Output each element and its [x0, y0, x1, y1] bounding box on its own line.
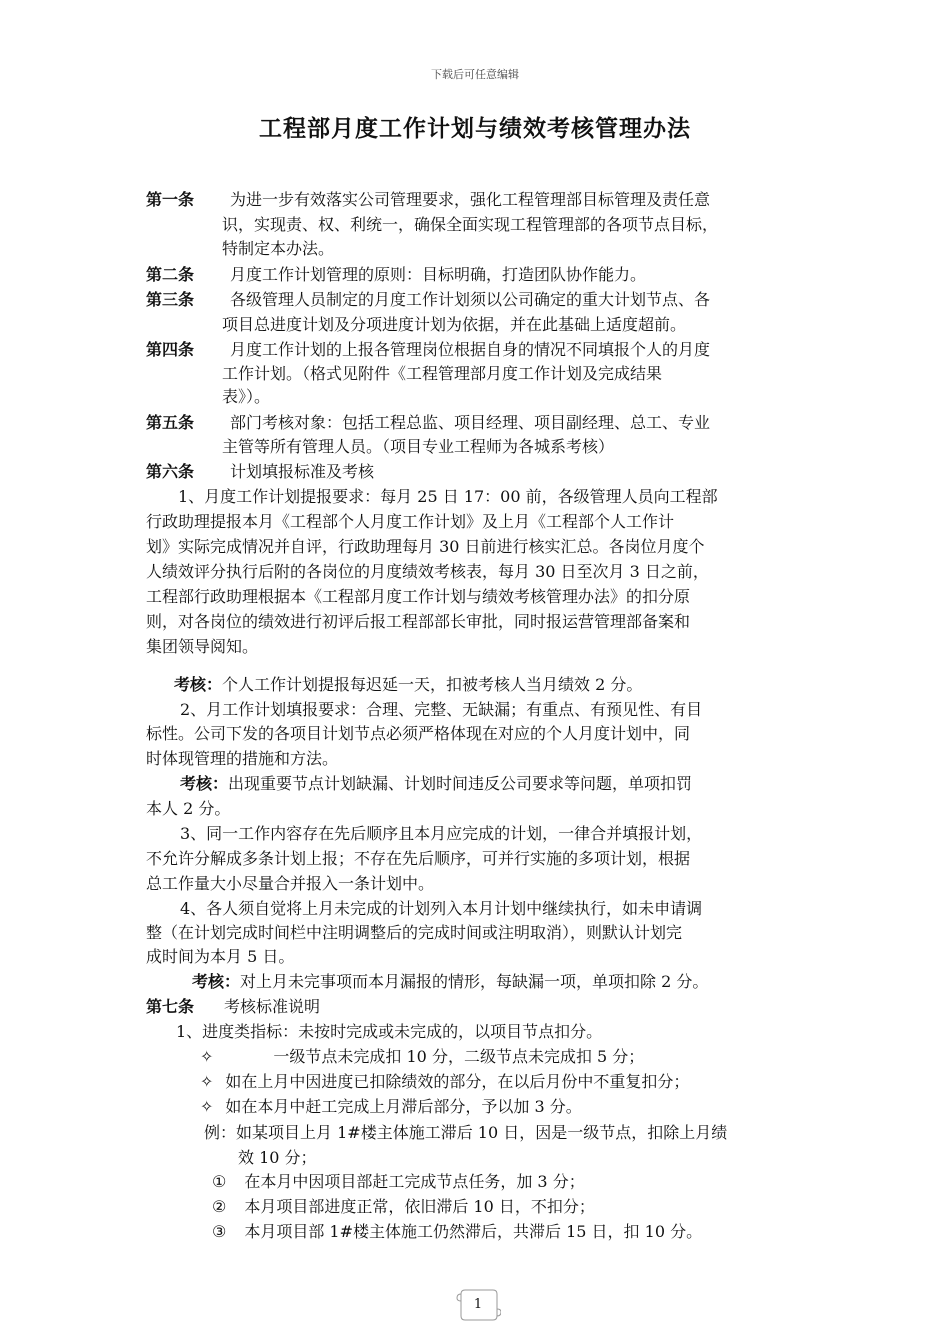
assessment-line	[180, 773, 692, 795]
article-3	[146, 289, 710, 311]
text-line: 3、同一工作内容存在先后顺序且本月应完成的计划，一律合并填报计划，	[180, 824, 703, 843]
article-label: 第四条	[146, 340, 195, 359]
bullet-text: 一级节点未完成扣 10 分，二级节点未完成扣 5 分；	[273, 1047, 645, 1066]
article-label: 第三条	[146, 290, 195, 309]
numbered-text: 本月项目部进度正常，依旧滞后 10 日，不扣分；	[244, 1197, 595, 1216]
text-line: 4、各人须自觉将上月未完成的计划列入本月计划中继续执行，如未申请调	[180, 899, 703, 918]
article-1	[146, 189, 710, 211]
numbered-item	[212, 1171, 585, 1193]
circled-number-icon: ③	[212, 1222, 227, 1241]
numbered-item	[212, 1196, 595, 1218]
text-line: 划》实际完成情况并自评，行政助理每月 30 日前进行核实汇总。各岗位月度个	[146, 537, 705, 556]
assessment-line	[192, 971, 708, 993]
text-line: 时体现管理的措施和方法。	[146, 749, 339, 768]
assessment-text: 出现重要节点计划缺漏、计划时间违反公司要求等问题，单项扣罚	[228, 774, 693, 793]
bullet-item	[200, 1096, 582, 1118]
text-line: 成时间为本月 5 日。	[146, 947, 295, 966]
article-label: 第五条	[146, 413, 195, 432]
bullet-text: 如在本月中赶工完成上月滞后部分，予以加 3 分。	[225, 1097, 582, 1116]
text-line: 则，对各岗位的绩效进行初评后报工程部部长审批，同时报运营管理部备案和	[146, 612, 691, 631]
text-line: 主管等所有管理人员。（项目专业工程师为各城系考核）	[222, 437, 615, 456]
article-label: 第七条	[146, 997, 195, 1016]
bullet-text: 如在上月中因进度已扣除绩效的部分，在以后月份中不重复扣分；	[225, 1072, 690, 1091]
page-header: 下载后可任意编辑	[431, 68, 519, 81]
text-line: 整（在计划完成时间栏中注明调整后的完成时间或注明取消），则默认计划完	[146, 923, 683, 942]
article-text: 部门考核对象：包括工程总监、项目经理、项目副经理、总工、专业	[230, 413, 711, 432]
numbered-text: 在本月中因项目部赶工完成节点任务，加 3 分；	[244, 1172, 585, 1191]
article-5	[146, 412, 710, 434]
document-title: 工程部月度工作计划与绩效考核管理办法	[259, 115, 691, 142]
assessment-label: 考核：	[174, 675, 223, 694]
diamond-bullet-icon: ✧	[200, 1047, 214, 1066]
page-number: 1	[473, 1297, 483, 1312]
text-line: 总工作量大小尽量合并报入一条计划中。	[146, 874, 435, 893]
bullet-item	[200, 1046, 644, 1068]
text-line: 标性。公司下发的各项目计划节点必须严格体现在对应的个人月度计划中，同	[146, 724, 691, 743]
article-text: 计划填报标准及考核	[230, 462, 375, 481]
text-line: 工作计划。（格式见附件《工程管理部月度工作计划及完成结果	[222, 364, 663, 383]
text-line: 表》）。	[222, 387, 271, 406]
article-text: 为进一步有效落实公司管理要求，强化工程管理部目标管理及责任意	[230, 190, 711, 209]
diamond-bullet-icon: ✧	[200, 1072, 214, 1091]
bullet-item	[200, 1071, 689, 1093]
diamond-bullet-icon: ✧	[200, 1097, 214, 1116]
example-label: 例：	[204, 1123, 237, 1142]
article-text: 各级管理人员制定的月度工作计划须以公司确定的重大计划节点、各	[230, 290, 711, 309]
article-6	[146, 461, 374, 483]
article-text: 月度工作计划的上报各管理岗位根据自身的情况不同填报个人的月度	[230, 340, 711, 359]
text-line: 效 10 分；	[238, 1148, 317, 1167]
text-line: 不允许分解成多条计划上报；不存在先后顺序，可并行实施的多项计划，根据	[146, 849, 691, 868]
example-line	[204, 1122, 727, 1144]
text-line: 1、进度类指标：未按时完成或未完成的，以项目节点扣分。	[176, 1022, 603, 1041]
article-text: 月度工作计划管理的原则：目标明确，打造团队协作能力。	[230, 265, 647, 284]
assessment-text: 对上月未完事项而本月漏报的情形，每缺漏一项，单项扣除 2 分。	[240, 972, 709, 991]
text-line: 项目总进度计划及分项进度计划为依据，并在此基础上适度超前。	[222, 315, 687, 334]
article-4	[146, 339, 710, 361]
text-line: 工程部行政助理根据本《工程部月度工作计划与绩效考核管理办法》的扣分原	[146, 587, 691, 606]
text-line: 特制定本办法。	[222, 239, 335, 258]
article-7	[146, 996, 320, 1018]
numbered-item	[212, 1221, 702, 1243]
article-text: 考核标准说明	[224, 997, 321, 1016]
assessment-line	[174, 674, 642, 696]
text-line: 集团领导阅知。	[146, 637, 259, 656]
numbered-text: 本月项目部 1#楼主体施工仍然滞后，共滞后 15 日，扣 10 分。	[244, 1222, 703, 1241]
text-line: 1、月度工作计划提报要求：每月 25 日 17：00 前，各级管理人员向工程部	[178, 487, 718, 506]
text-line: 识，实现责、权、利统一，确保全面实现工程管理部的各项节点目标，	[222, 215, 719, 234]
assessment-text: 个人工作计划提报每迟延一天，扣被考核人当月绩效 2 分。	[222, 675, 643, 694]
article-label: 第二条	[146, 265, 195, 284]
text-line: 本人 2 分。	[146, 799, 231, 818]
circled-number-icon: ②	[212, 1197, 227, 1216]
article-2	[146, 264, 646, 286]
article-label: 第一条	[146, 190, 195, 209]
assessment-label: 考核：	[180, 774, 229, 793]
example-text: 如某项目上月 1#楼主体施工滞后 10 日，因是一级节点，扣除上月绩	[236, 1123, 728, 1142]
article-label: 第六条	[146, 462, 195, 481]
text-line: 行政助理提报本月《工程部个人月度工作计划》及上月《工程部个人工作计	[146, 512, 675, 531]
circled-number-icon: ①	[212, 1172, 227, 1191]
text-line: 人绩效评分执行后附的各岗位的月度绩效考核表，每月 30 日至次月 3 日之前，	[146, 562, 709, 581]
text-line: 2、月工作计划填报要求：合理、完整、无缺漏；有重点、有预见性、有目	[180, 700, 703, 719]
assessment-label: 考核：	[192, 972, 241, 991]
